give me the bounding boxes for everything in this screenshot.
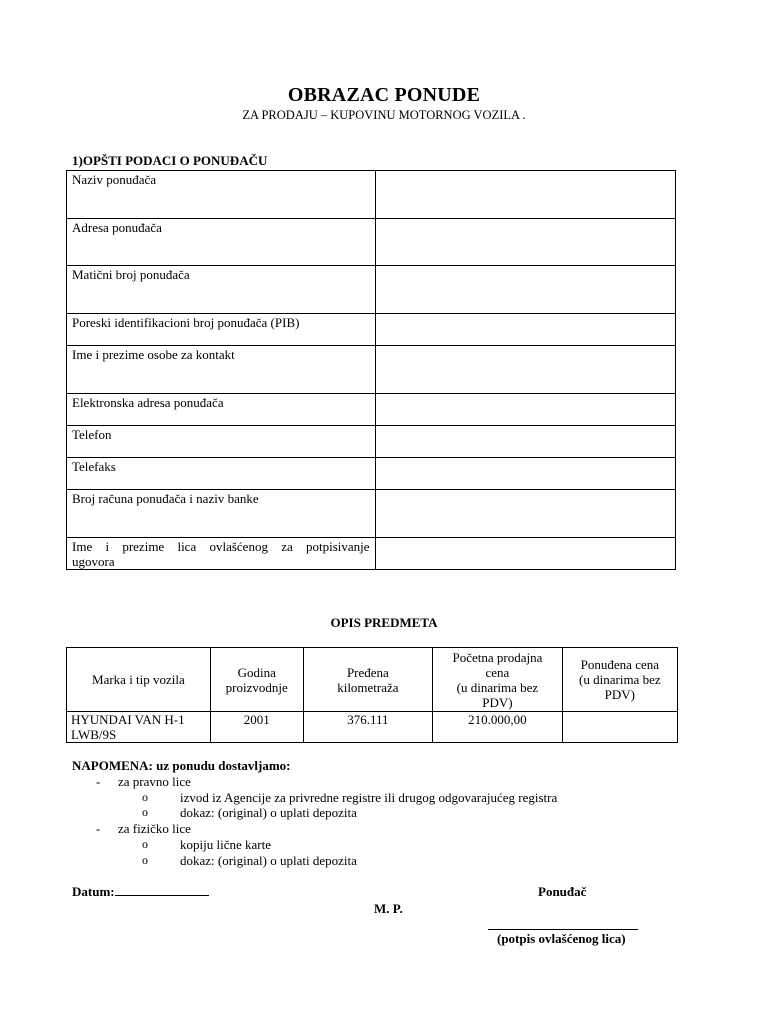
vehicle-line: LWB/9S	[71, 727, 117, 742]
column-header-line: Početna prodajna	[452, 649, 543, 665]
authorized-person-field[interactable]	[375, 538, 675, 570]
list-item	[72, 774, 557, 790]
bidder-label: Ponuđač	[538, 884, 587, 899]
circle-bullet-icon: o	[142, 836, 148, 851]
list-item-label: izvod iz Agencije za privredne registre ili drugog odgovarajućeg registra	[180, 789, 558, 805]
row-label: Telefon	[67, 426, 376, 458]
column-header-line: (u dinarima bez	[456, 679, 539, 695]
stamp-placeholder-label: M. P.	[374, 901, 403, 916]
column-header-line: PDV)	[482, 694, 513, 710]
column-header-line: Ponuđena cena	[580, 657, 660, 672]
fax-field[interactable]	[375, 458, 675, 490]
circle-bullet-icon: o	[142, 805, 148, 820]
list-item-label: dokaz: (original) o uplati depozita	[180, 805, 357, 821]
table-row	[67, 314, 676, 346]
list-item	[72, 853, 557, 869]
list-item	[72, 837, 557, 853]
dash-icon: -	[96, 821, 101, 837]
start-price-cell: 210.000,00	[433, 712, 563, 743]
column-header-line: kilometraža	[337, 679, 399, 695]
list-item	[72, 805, 557, 821]
list-item	[72, 790, 557, 806]
note-heading: NAPOMENA: uz ponudu dostavljamo:	[72, 758, 291, 773]
table-row	[67, 171, 676, 219]
row-label: Poreski identifikacioni broj ponuđača (PIB)	[67, 314, 376, 346]
bank-account-field[interactable]	[375, 490, 675, 538]
column-header	[67, 648, 211, 712]
table-row	[67, 394, 676, 426]
column-header	[433, 648, 563, 712]
table-row	[67, 538, 676, 570]
table-row	[67, 266, 676, 314]
row-label: Ime i prezime osobe za kontakt	[67, 346, 376, 394]
row-label: Telefaks	[67, 458, 376, 490]
row-label: Elektronska adresa ponuđača	[67, 394, 376, 426]
bidder-info-table	[66, 170, 676, 570]
vehicle-table	[66, 647, 678, 743]
row-label-line: ugovora	[72, 554, 115, 569]
signature-caption: (potpis ovlašćenog lica)	[497, 931, 626, 946]
column-header-line: Marka i tip vozila	[92, 672, 185, 687]
row-label: Broj računa ponuđača i naziv banke	[67, 490, 376, 538]
page-title: OBRAZAC PONUDE	[287, 84, 481, 106]
circle-bullet-icon: o	[142, 852, 148, 867]
table-row	[67, 490, 676, 538]
contact-person-field[interactable]	[375, 346, 675, 394]
section1-heading: 1)OPŠTI PODACI O PONUĐAČU	[72, 153, 268, 168]
table-header-row	[67, 648, 678, 712]
bidder-address-field[interactable]	[375, 219, 675, 266]
tax-id-field[interactable]	[375, 314, 675, 346]
row-label: Adresa ponuđača	[67, 219, 376, 266]
table-row	[67, 712, 678, 743]
column-header	[303, 648, 433, 712]
date-field-block	[72, 884, 209, 900]
row-label: Naziv ponuđača	[67, 171, 376, 219]
vehicle-line: HYUNDAI VAN H-1	[71, 712, 185, 727]
date-label: Datum:	[72, 884, 115, 899]
vehicle-make-cell	[67, 712, 211, 743]
list-item-label: za fizičko lice	[118, 821, 191, 837]
row-label-line: Ime i prezime lica ovlašćenog za potpisivanje	[72, 539, 370, 554]
page-subtitle: ZA PRODAJU – KUPOVINU MOTORNOG VOZILA .	[242, 108, 526, 122]
table-row	[67, 346, 676, 394]
column-header-line: cena	[485, 664, 510, 680]
registration-number-field[interactable]	[375, 266, 675, 314]
offered-price-field[interactable]	[562, 712, 677, 743]
bidder-name-field[interactable]	[375, 171, 675, 219]
column-header	[562, 648, 677, 712]
circle-bullet-icon: o	[142, 789, 148, 804]
column-header-line: proizvodnje	[225, 679, 288, 695]
list-item-label: kopiju lične karte	[180, 836, 271, 852]
table-row	[67, 458, 676, 490]
email-field[interactable]	[375, 394, 675, 426]
mileage-cell: 376.111	[303, 712, 433, 743]
list-item	[72, 821, 557, 837]
date-input-line[interactable]	[115, 884, 209, 896]
row-label	[67, 538, 376, 570]
row-label: Matični broj ponuđača	[67, 266, 376, 314]
section2-heading: OPIS PREDMETA	[330, 615, 438, 630]
table-row	[67, 426, 676, 458]
dash-icon: -	[96, 773, 101, 789]
note-block	[72, 758, 557, 869]
list-item-label: dokaz: (original) o uplati depozita	[180, 852, 357, 868]
column-header-line: PDV)	[604, 687, 636, 702]
list-item-label: za pravno lice	[118, 773, 191, 789]
phone-field[interactable]	[375, 426, 675, 458]
signature-line[interactable]	[488, 929, 638, 930]
year-cell: 2001	[210, 712, 303, 743]
column-header-line: (u dinarima bez	[579, 672, 661, 687]
column-header-line: Pređena	[346, 664, 389, 680]
table-row	[67, 219, 676, 266]
column-header-line: Godina	[237, 664, 276, 680]
column-header	[210, 648, 303, 712]
